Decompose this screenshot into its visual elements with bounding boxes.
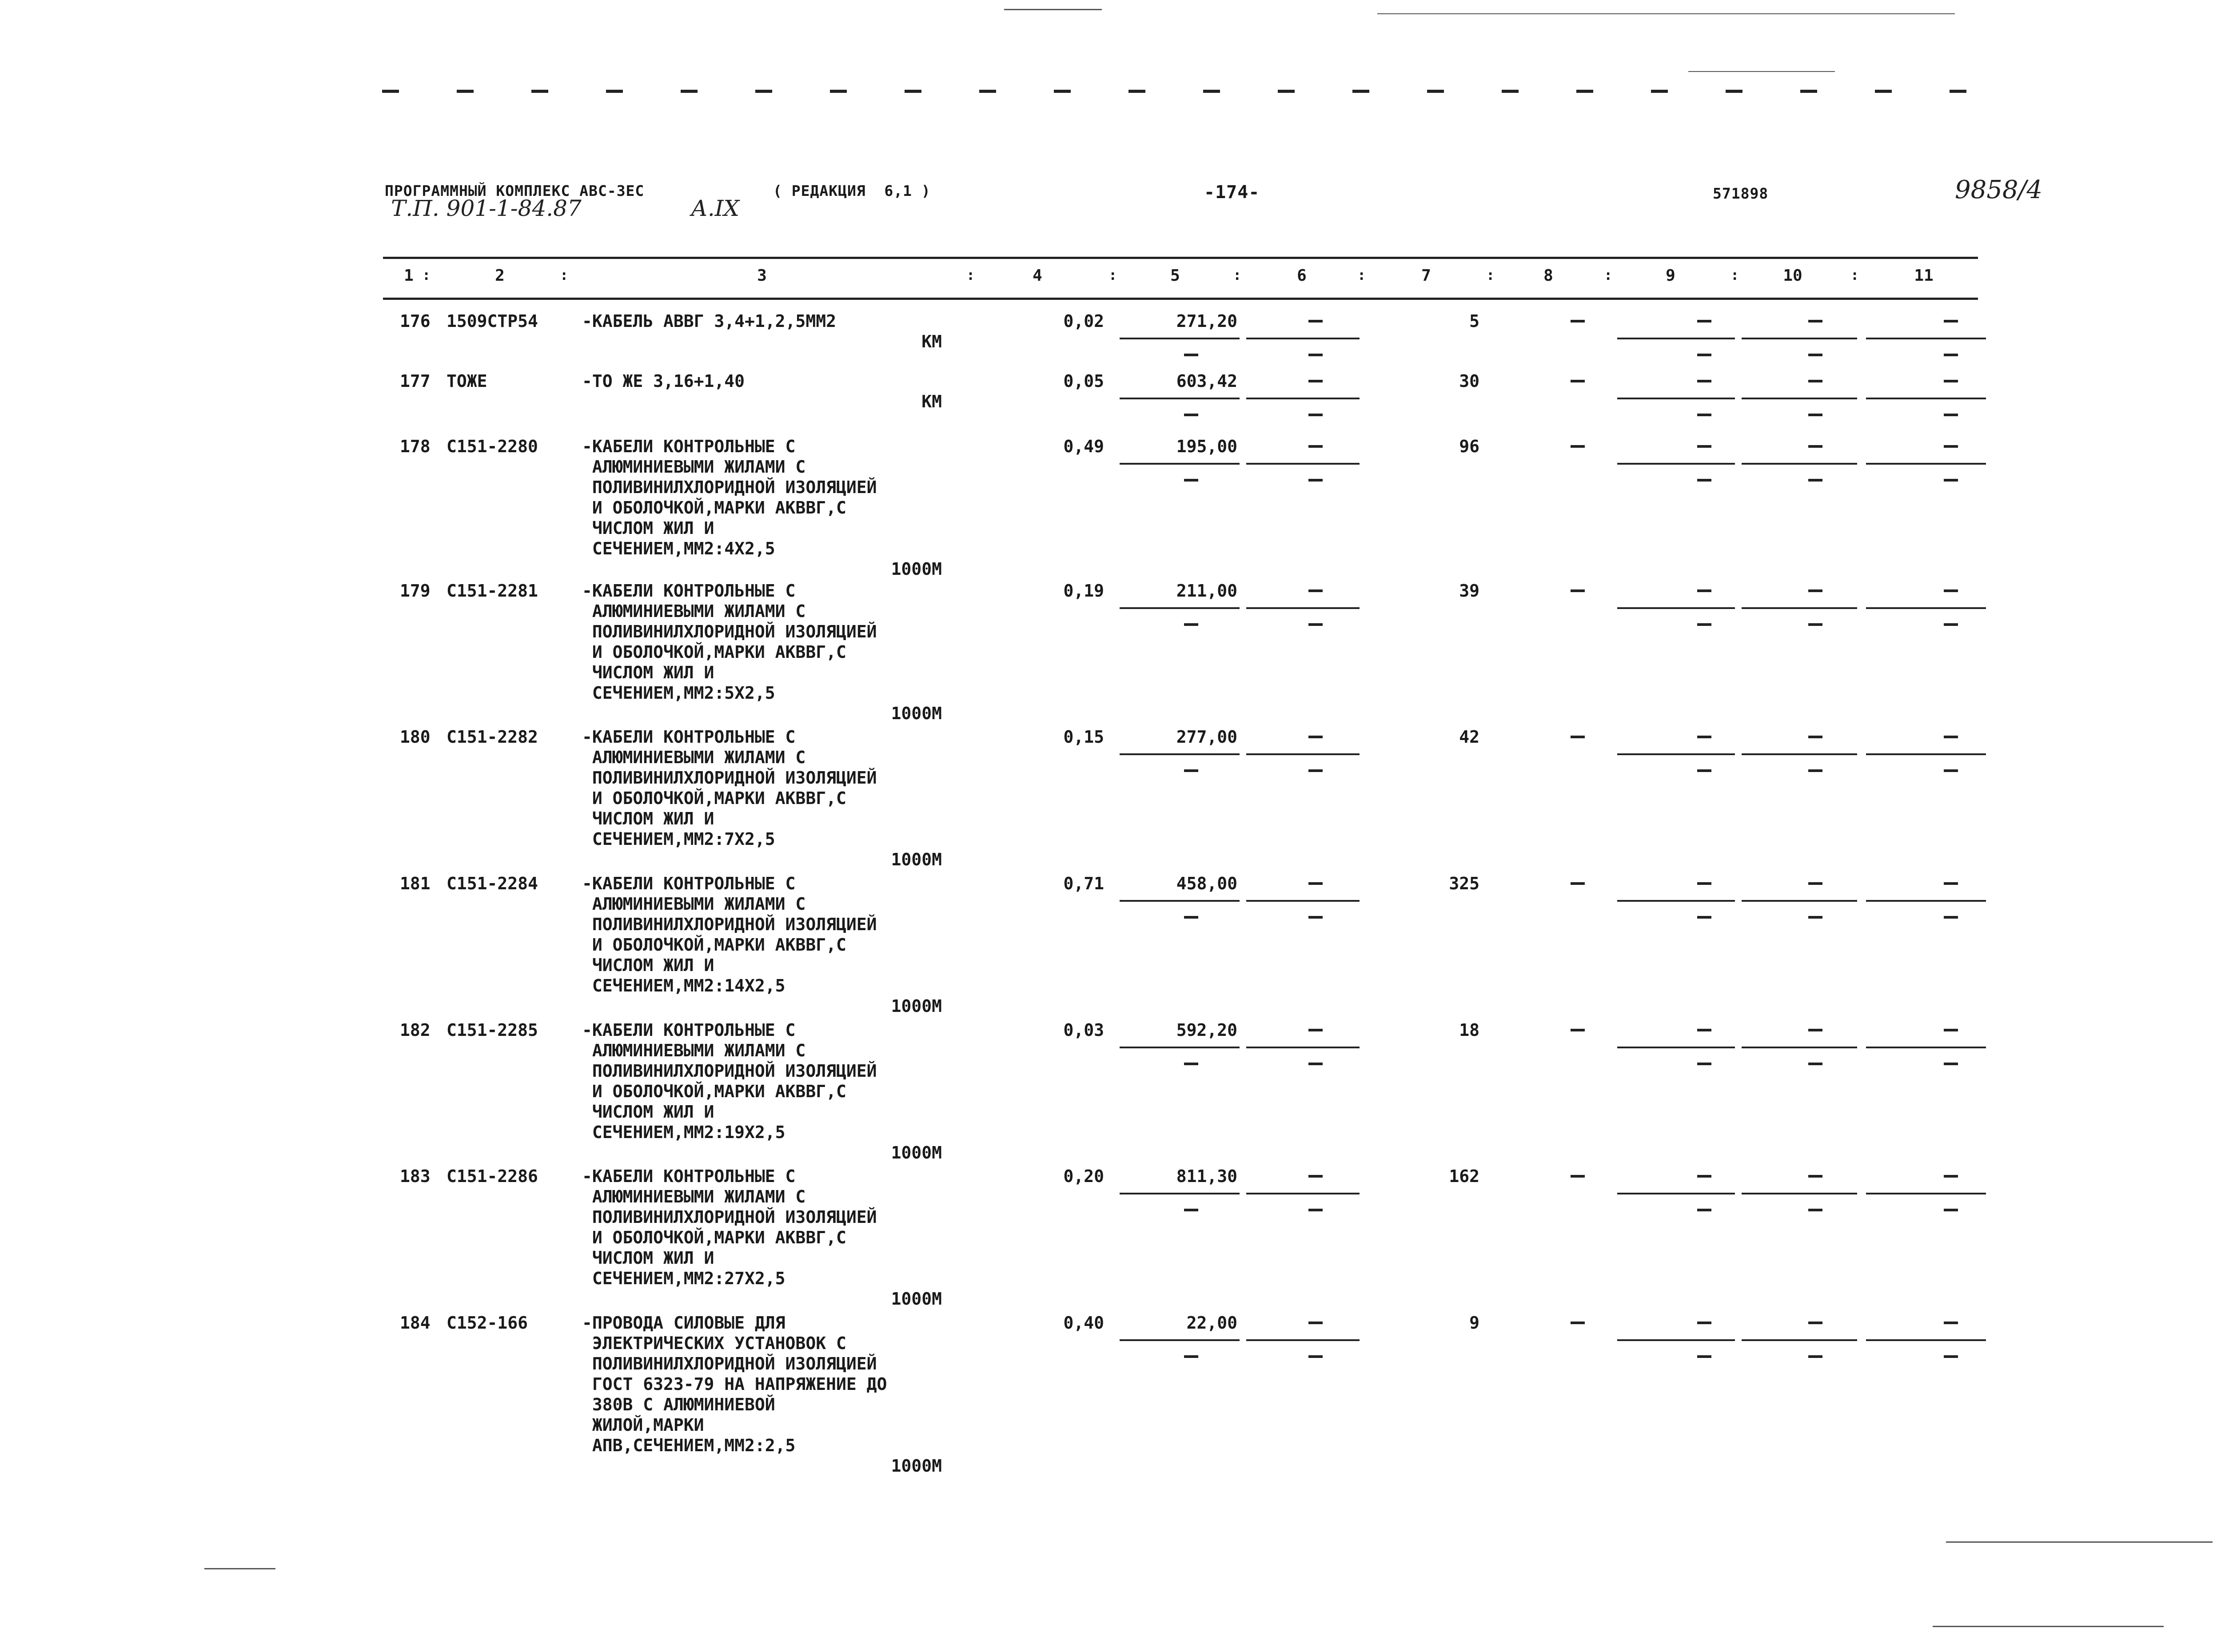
empty-cell-dash [1184,479,1198,482]
edition-label: ( РЕДАКЦИЯ 6,1 ) [773,182,931,199]
empty-cell-dash [1944,1355,1958,1358]
row-code: 1509СТР54 [447,311,538,331]
scan-mark [1933,1626,2164,1627]
column-header: 3 [757,267,767,285]
row-description: -КАБЕЛИ КОНТРОЛЬНЫЕ С АЛЮМИНИЕВЫМИ ЖИЛАМИ С ПОЛИВИНИЛХЛОРИДНОЙ ИЗОЛЯЦИЕЙ И ОБОЛОЧКОЙ,МАРКИ АКВВГ,С ЧИСЛОМ ЖИЛ И СЕЧЕНИЕМ,ММ2:4Х2,5 [582,437,877,558]
empty-cell-dash [1808,320,1822,322]
row-value-col7: 96 [1459,437,1479,456]
empty-cell-dash [1184,414,1198,416]
sheet-handwritten: 9858/4 [1955,175,2043,204]
row-value-col5: 592,20 [1176,1020,1237,1040]
row-value-col5: 22,00 [1186,1313,1237,1333]
top-dash [1427,90,1444,93]
row-value-col4: 0,49 [1063,437,1104,456]
table-top-rule [383,257,1978,259]
cell-underline [1742,607,1857,609]
empty-cell-dash [1571,1175,1585,1178]
empty-cell-dash [1944,414,1958,416]
empty-cell-dash [1697,445,1711,448]
row-number: 180 [400,727,431,747]
empty-cell-dash [1808,623,1822,626]
row-value-col7: 325 [1449,874,1479,893]
row-value-col5: 603,42 [1176,371,1237,391]
empty-cell-dash [1184,769,1198,772]
empty-cell-dash [1184,916,1198,919]
empty-cell-dash [1808,1175,1822,1178]
column-separator: : [422,267,431,283]
row-unit: 1000М [891,850,942,869]
top-dash [1278,90,1295,93]
cell-underline [1246,463,1360,465]
empty-cell-dash [1308,445,1323,448]
cell-underline [1866,753,1986,755]
empty-cell-dash [1808,1322,1822,1324]
row-value-col7: 9 [1469,1313,1479,1333]
cell-underline [1120,1047,1240,1048]
column-separator: : [1850,267,1859,283]
column-separator: : [1604,267,1613,283]
top-dash [1054,90,1071,93]
cell-underline [1866,1193,1986,1194]
empty-cell-dash [1571,882,1585,885]
row-number: 183 [400,1166,431,1186]
empty-cell-dash [1697,1175,1711,1178]
empty-cell-dash [1697,769,1711,772]
row-value-col7: 5 [1469,311,1479,331]
row-value-col7: 18 [1459,1020,1479,1040]
row-value-col7: 42 [1459,727,1479,747]
empty-cell-dash [1308,1063,1323,1065]
empty-cell-dash [1808,882,1822,885]
top-dash [1203,90,1220,93]
cell-underline [1742,398,1857,399]
cell-underline [1120,338,1240,339]
scan-mark [1688,71,1835,72]
empty-cell-dash [1697,354,1711,356]
cell-underline [1866,607,1986,609]
empty-cell-dash [1697,380,1711,382]
top-dash [755,90,772,93]
row-value-col5: 277,00 [1176,727,1237,747]
row-description: -КАБЕЛИ КОНТРОЛЬНЫЕ С АЛЮМИНИЕВЫМИ ЖИЛАМИ С ПОЛИВИНИЛХЛОРИДНОЙ ИЗОЛЯЦИЕЙ И ОБОЛОЧКОЙ,МАРКИ АКВВГ,С ЧИСЛОМ ЖИЛ И СЕЧЕНИЕМ,ММ2:14Х2,5 [582,874,877,995]
cell-underline [1742,1339,1857,1341]
row-number: 184 [400,1313,431,1333]
empty-cell-dash [1571,380,1585,382]
row-code: С151-2282 [447,727,538,747]
row-unit: 1000М [891,1143,942,1162]
empty-cell-dash [1184,1355,1198,1358]
row-description: -КАБЕЛЬ АВВГ 3,4+1,2,5ММ2 [582,311,836,331]
empty-cell-dash [1944,882,1958,885]
empty-cell-dash [1308,354,1323,356]
row-value-col5: 271,20 [1176,311,1237,331]
column-separator: : [966,267,975,283]
row-description: -КАБЕЛИ КОНТРОЛЬНЫЕ С АЛЮМИНИЕВЫМИ ЖИЛАМИ С ПОЛИВИНИЛХЛОРИДНОЙ ИЗОЛЯЦИЕЙ И ОБОЛОЧКОЙ,МАРКИ АКВВГ,С ЧИСЛОМ ЖИЛ И СЕЧЕНИЕМ,ММ2:27Х2,5 [582,1166,877,1288]
row-unit: 1000М [891,1289,942,1309]
cell-underline [1246,398,1360,399]
cell-underline [1866,338,1986,339]
empty-cell-dash [1944,1175,1958,1178]
empty-cell-dash [1308,1175,1323,1178]
column-header: 9 [1666,267,1675,285]
empty-cell-dash [1808,736,1822,738]
cell-underline [1246,1193,1360,1194]
empty-cell-dash [1308,1209,1323,1211]
cell-underline [1120,607,1240,609]
cell-underline [1866,900,1986,902]
top-dash [905,90,921,93]
column-header: 10 [1783,267,1802,285]
row-number: 176 [400,311,431,331]
top-dash [1875,90,1892,93]
empty-cell-dash [1944,354,1958,356]
table-header-rule [383,298,1978,300]
empty-cell-dash [1571,589,1585,592]
empty-cell-dash [1308,320,1323,322]
row-code: ТОЖЕ [447,371,487,391]
row-value-col7: 30 [1459,371,1479,391]
empty-cell-dash [1697,479,1711,482]
empty-cell-dash [1308,380,1323,382]
empty-cell-dash [1944,1063,1958,1065]
empty-cell-dash [1944,916,1958,919]
empty-cell-dash [1184,1063,1198,1065]
row-unit: КМ [921,332,942,351]
empty-cell-dash [1808,1355,1822,1358]
empty-cell-dash [1808,445,1822,448]
cell-underline [1617,900,1735,902]
empty-cell-dash [1308,1355,1323,1358]
row-description: -КАБЕЛИ КОНТРОЛЬНЫЕ С АЛЮМИНИЕВЫМИ ЖИЛАМИ С ПОЛИВИНИЛХЛОРИДНОЙ ИЗОЛЯЦИЕЙ И ОБОЛОЧКОЙ,МАРКИ АКВВГ,С ЧИСЛОМ ЖИЛ И СЕЧЕНИЕМ,ММ2:5Х2,5 [582,581,877,703]
empty-cell-dash [1808,1209,1822,1211]
top-dash [830,90,847,93]
empty-cell-dash [1697,320,1711,322]
row-number: 178 [400,437,431,456]
empty-cell-dash [1944,1322,1958,1324]
doc-code: 571898 [1713,185,1769,202]
empty-cell-dash [1944,623,1958,626]
top-dash [382,90,399,93]
row-unit: КМ [921,392,942,411]
cell-underline [1120,398,1240,399]
row-code: С151-2284 [447,874,538,893]
empty-cell-dash [1184,1209,1198,1211]
empty-cell-dash [1571,736,1585,738]
row-unit: 1000М [891,1456,942,1476]
program-title: ПРОГРАММНЫЙ КОМПЛЕКС АВС-3ЕС [385,182,645,199]
row-value-col4: 0,71 [1063,874,1104,893]
empty-cell-dash [1944,445,1958,448]
row-value-col5: 211,00 [1176,581,1237,601]
row-value-col5: 811,30 [1176,1166,1237,1186]
empty-cell-dash [1944,320,1958,322]
cell-underline [1120,753,1240,755]
page-number: -174- [1204,182,1260,203]
empty-cell-dash [1308,769,1323,772]
empty-cell-dash [1697,589,1711,592]
column-separator: : [560,267,569,283]
empty-cell-dash [1308,916,1323,919]
top-dash [457,90,474,93]
empty-cell-dash [1571,445,1585,448]
column-header: 1 [404,267,414,285]
cell-underline [1866,398,1986,399]
column-header: 7 [1421,267,1431,285]
row-code: С151-2280 [447,437,538,456]
row-code: С151-2286 [447,1166,538,1186]
top-dash [979,90,996,93]
row-value-col4: 0,20 [1063,1166,1104,1186]
empty-cell-dash [1184,354,1198,356]
column-separator: : [1486,267,1495,283]
cell-underline [1246,900,1360,902]
top-dash [1651,90,1668,93]
top-dash [606,90,623,93]
row-code: С151-2285 [447,1020,538,1040]
empty-cell-dash [1697,623,1711,626]
row-description: -КАБЕЛИ КОНТРОЛЬНЫЕ С АЛЮМИНИЕВЫМИ ЖИЛАМИ С ПОЛИВИНИЛХЛОРИДНОЙ ИЗОЛЯЦИЕЙ И ОБОЛОЧКОЙ,МАРКИ АКВВГ,С ЧИСЛОМ ЖИЛ И СЕЧЕНИЕМ,ММ2:19Х2,5 [582,1020,877,1142]
empty-cell-dash [1944,1029,1958,1031]
empty-cell-dash [1697,1029,1711,1031]
cell-underline [1742,463,1857,465]
cell-underline [1617,1339,1735,1341]
column-header: 6 [1297,267,1307,285]
empty-cell-dash [1697,1063,1711,1065]
row-value-col4: 0,03 [1063,1020,1104,1040]
top-dash [1726,90,1742,93]
empty-cell-dash [1571,1322,1585,1324]
cell-underline [1617,398,1735,399]
empty-cell-dash [1308,1029,1323,1031]
cell-underline [1246,1047,1360,1048]
top-dash [1576,90,1593,93]
row-value-col5: 195,00 [1176,437,1237,456]
empty-cell-dash [1944,736,1958,738]
scan-mark [1946,1541,2213,1543]
cell-underline [1742,1047,1857,1048]
empty-cell-dash [1697,1322,1711,1324]
empty-cell-dash [1808,479,1822,482]
empty-cell-dash [1808,380,1822,382]
empty-cell-dash [1944,1209,1958,1211]
empty-cell-dash [1697,736,1711,738]
column-separator: : [1357,267,1366,283]
cell-underline [1120,463,1240,465]
row-number: 181 [400,874,431,893]
cell-underline [1742,338,1857,339]
row-value-col4: 0,19 [1063,581,1104,601]
top-dash [1800,90,1817,93]
empty-cell-dash [1308,623,1323,626]
row-value-col7: 39 [1459,581,1479,601]
cell-underline [1120,1339,1240,1341]
empty-cell-dash [1808,1063,1822,1065]
empty-cell-dash [1697,1355,1711,1358]
row-unit: 1000М [891,996,942,1016]
empty-cell-dash [1308,882,1323,885]
row-unit: 1000М [891,704,942,723]
column-separator: : [1233,267,1242,283]
top-dash [1128,90,1145,93]
column-header: 8 [1543,267,1553,285]
cell-underline [1742,900,1857,902]
cell-underline [1742,1193,1857,1194]
empty-cell-dash [1697,1209,1711,1211]
album-handwritten: А.IX [691,195,740,221]
column-separator: : [1731,267,1739,283]
cell-underline [1617,1047,1735,1048]
empty-cell-dash [1944,769,1958,772]
row-value-col4: 0,02 [1063,311,1104,331]
top-dash [531,90,548,93]
empty-cell-dash [1808,769,1822,772]
column-header: 4 [1033,267,1042,285]
row-number: 177 [400,371,431,391]
cell-underline [1617,338,1735,339]
row-description: -КАБЕЛИ КОНТРОЛЬНЫЕ С АЛЮМИНИЕВЫМИ ЖИЛАМИ С ПОЛИВИНИЛХЛОРИДНОЙ ИЗОЛЯЦИЕЙ И ОБОЛОЧКОЙ,МАРКИ АКВВГ,С ЧИСЛОМ ЖИЛ И СЕЧЕНИЕМ,ММ2:7Х2,5 [582,727,877,849]
cell-underline [1246,338,1360,339]
cell-underline [1617,463,1735,465]
top-dash-strip [382,87,1973,94]
empty-cell-dash [1697,916,1711,919]
empty-cell-dash [1944,589,1958,592]
empty-cell-dash [1697,414,1711,416]
column-header: 5 [1170,267,1180,285]
empty-cell-dash [1808,589,1822,592]
row-description: -ПРОВОДА СИЛОВЫЕ ДЛЯ ЭЛЕКТРИЧЕСКИХ УСТАНОВОК С ПОЛИВИНИЛХЛОРИДНОЙ ИЗОЛЯЦИЕЙ ГОСТ 6323-79 НА НАПРЯЖЕНИЕ ДО 380В С АЛЮМИНИЕВОЙ ЖИЛОЙ,МАРКИ АПВ,СЕЧЕНИЕМ,ММ2:2,5 [582,1313,887,1455]
cell-underline [1866,1339,1986,1341]
empty-cell-dash [1808,916,1822,919]
cell-underline [1866,463,1986,465]
row-value-col4: 0,15 [1063,727,1104,747]
row-description: -ТО ЖЕ 3,16+1,40 [582,371,745,391]
cell-underline [1742,753,1857,755]
tp-handwritten: Т.П. 901-1-84.87 [391,195,582,221]
empty-cell-dash [1697,882,1711,885]
empty-cell-dash [1308,479,1323,482]
row-value-col4: 0,40 [1063,1313,1104,1333]
empty-cell-dash [1571,1029,1585,1031]
cell-underline [1246,1339,1360,1341]
empty-cell-dash [1808,414,1822,416]
cell-underline [1617,607,1735,609]
row-value-col5: 458,00 [1176,874,1237,893]
empty-cell-dash [1308,414,1323,416]
empty-cell-dash [1944,380,1958,382]
empty-cell-dash [1944,479,1958,482]
cell-underline [1617,1193,1735,1194]
empty-cell-dash [1184,623,1198,626]
top-dash [681,90,698,93]
column-separator: : [1108,267,1117,283]
cell-underline [1246,607,1360,609]
cell-underline [1120,900,1240,902]
row-value-col7: 162 [1449,1166,1479,1186]
empty-cell-dash [1808,1029,1822,1031]
row-number: 182 [400,1020,431,1040]
empty-cell-dash [1308,736,1323,738]
empty-cell-dash [1571,320,1585,322]
empty-cell-dash [1808,354,1822,356]
top-dash [1502,90,1519,93]
scan-mark [1377,13,1955,14]
column-header: 11 [1914,267,1934,285]
empty-cell-dash [1308,589,1323,592]
scan-mark [204,1568,275,1569]
cell-underline [1617,753,1735,755]
empty-cell-dash [1308,1322,1323,1324]
column-header: 2 [495,267,505,285]
row-code: С151-2281 [447,581,538,601]
top-dash [1352,90,1369,93]
row-number: 179 [400,581,431,601]
row-code: С152-166 [447,1313,528,1333]
cell-underline [1246,753,1360,755]
row-value-col4: 0,05 [1063,371,1104,391]
row-unit: 1000М [891,559,942,579]
top-dash [1950,90,1966,93]
cell-underline [1866,1047,1986,1048]
cell-underline [1120,1193,1240,1194]
scan-mark [1004,9,1102,10]
